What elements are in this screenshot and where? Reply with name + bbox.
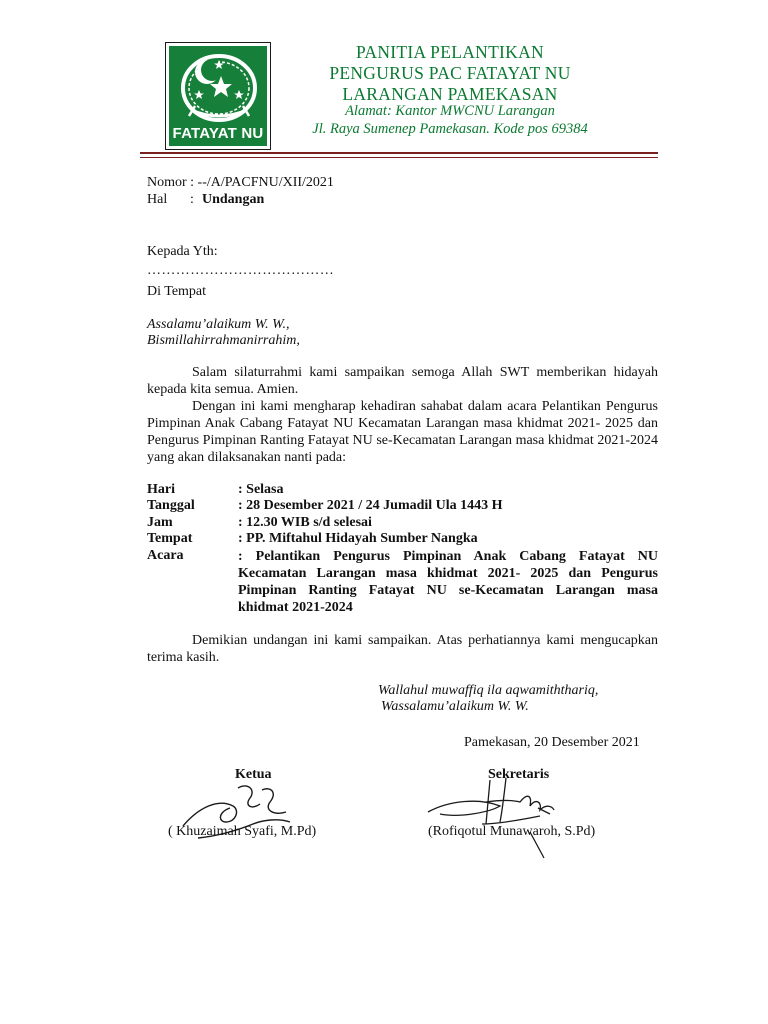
di-tempat: Di Tempat <box>147 284 207 299</box>
sekretaris-signature <box>420 772 580 862</box>
detail-value-acara: : Pelantikan Pengurus Pimpinan Anak Cabang Fatayat NU Kecamatan Larangan masa khidmat 2021- 2025 dan Pengurus Pimpinan Ranting Fatayat NU se-Kecamatan Larangan masa khidmat 2021-2024 <box>238 549 658 615</box>
recipient-dots: ………………………………… <box>147 263 335 278</box>
paragraph-silaturrahmi: Salam silaturrahmi kami sampaikan semoga Allah SWT memberikan hidayah kepada kita semua. Amien. <box>147 365 658 397</box>
detail-label-tanggal: Tanggal <box>147 498 195 513</box>
signatory-role-ketua: Ketua <box>235 767 272 782</box>
nomor-line: Nomor : --/A/PACFNU/XII/2021 <box>147 175 334 190</box>
place-date: Pamekasan, 20 Desember 2021 <box>464 735 640 750</box>
detail-value-hari: : Selasa <box>238 482 284 497</box>
logo-text: FATAYAT NU <box>172 125 264 142</box>
address-line-2: Jl. Raya Sumenep Pamekasan. Kode pos 69384 <box>312 121 588 137</box>
greeting-basmalah: Bismillahirrahmanirrahim, <box>147 333 300 348</box>
title-line-1: PANITIA PELANTIKAN <box>355 42 544 62</box>
wassalam-line: Wassalamu’alaikum W. W. <box>381 699 529 714</box>
paragraph-undangan: Dengan ini kami mengharap kehadiran sahabat dalam acara Pelantikan Pengurus Pimpinan Anak Cabang Fatayat NU Kecamatan Larangan masa khidmat 2021- 2025 dan Pengurus Pimpinan Ranting Fatayat NU se-Kecamatan Larangan masa khidmat 2021-2024 yang akan dilaksanakan nanti pada: <box>147 399 658 465</box>
kepada-yth: Kepada Yth: <box>147 244 218 259</box>
address-line-1: Alamat: Kantor MWCNU Larangan <box>345 103 555 119</box>
signatory-name-sekretaris: (Rofiqotul Munawaroh, S.Pd) <box>428 824 596 839</box>
signatory-name-ketua: ( Khuzaimah Syafi, M.Pd) <box>168 824 317 839</box>
closing-paragraph: Demikian undangan ini kami sampaikan. Atas perhatiannya kami mengucapkan terima kasih. <box>147 633 658 665</box>
detail-value-tempat: : PP. Miftahul Hidayah Sumber Nangka <box>238 531 478 546</box>
star-rope-emblem-icon <box>169 46 269 126</box>
letterhead-title <box>280 42 620 105</box>
greeting-salam: Assalamu’alaikum W. W., <box>147 317 290 332</box>
hal-separator: : <box>190 192 194 207</box>
detail-label-hari: Hari <box>147 482 175 497</box>
detail-label-tempat: Tempat <box>147 531 193 546</box>
title-line-3: LARANGAN PAMEKASAN <box>342 84 558 104</box>
signatory-role-sekretaris: Sekretaris <box>488 767 550 782</box>
letterhead-rule-thin <box>140 157 658 158</box>
detail-value-tanggal: : 28 Desember 2021 / 24 Jumadil Ula 1443 H <box>238 498 503 513</box>
letterhead-rule-thick <box>140 152 658 154</box>
wallahul-line: Wallahul muwaffiq ila aqwamiththariq, <box>378 683 599 698</box>
letterhead-address <box>280 102 620 138</box>
fatayat-nu-logo <box>165 42 271 150</box>
hal-label: Hal <box>147 192 168 207</box>
detail-value-jam: : 12.30 WIB s/d selesai <box>238 515 372 530</box>
hal-value: Undangan <box>202 192 265 207</box>
detail-label-acara: Acara <box>147 548 184 563</box>
detail-label-jam: Jam <box>147 515 173 530</box>
title-line-2: PENGURUS PAC FATAYAT NU <box>329 63 571 83</box>
